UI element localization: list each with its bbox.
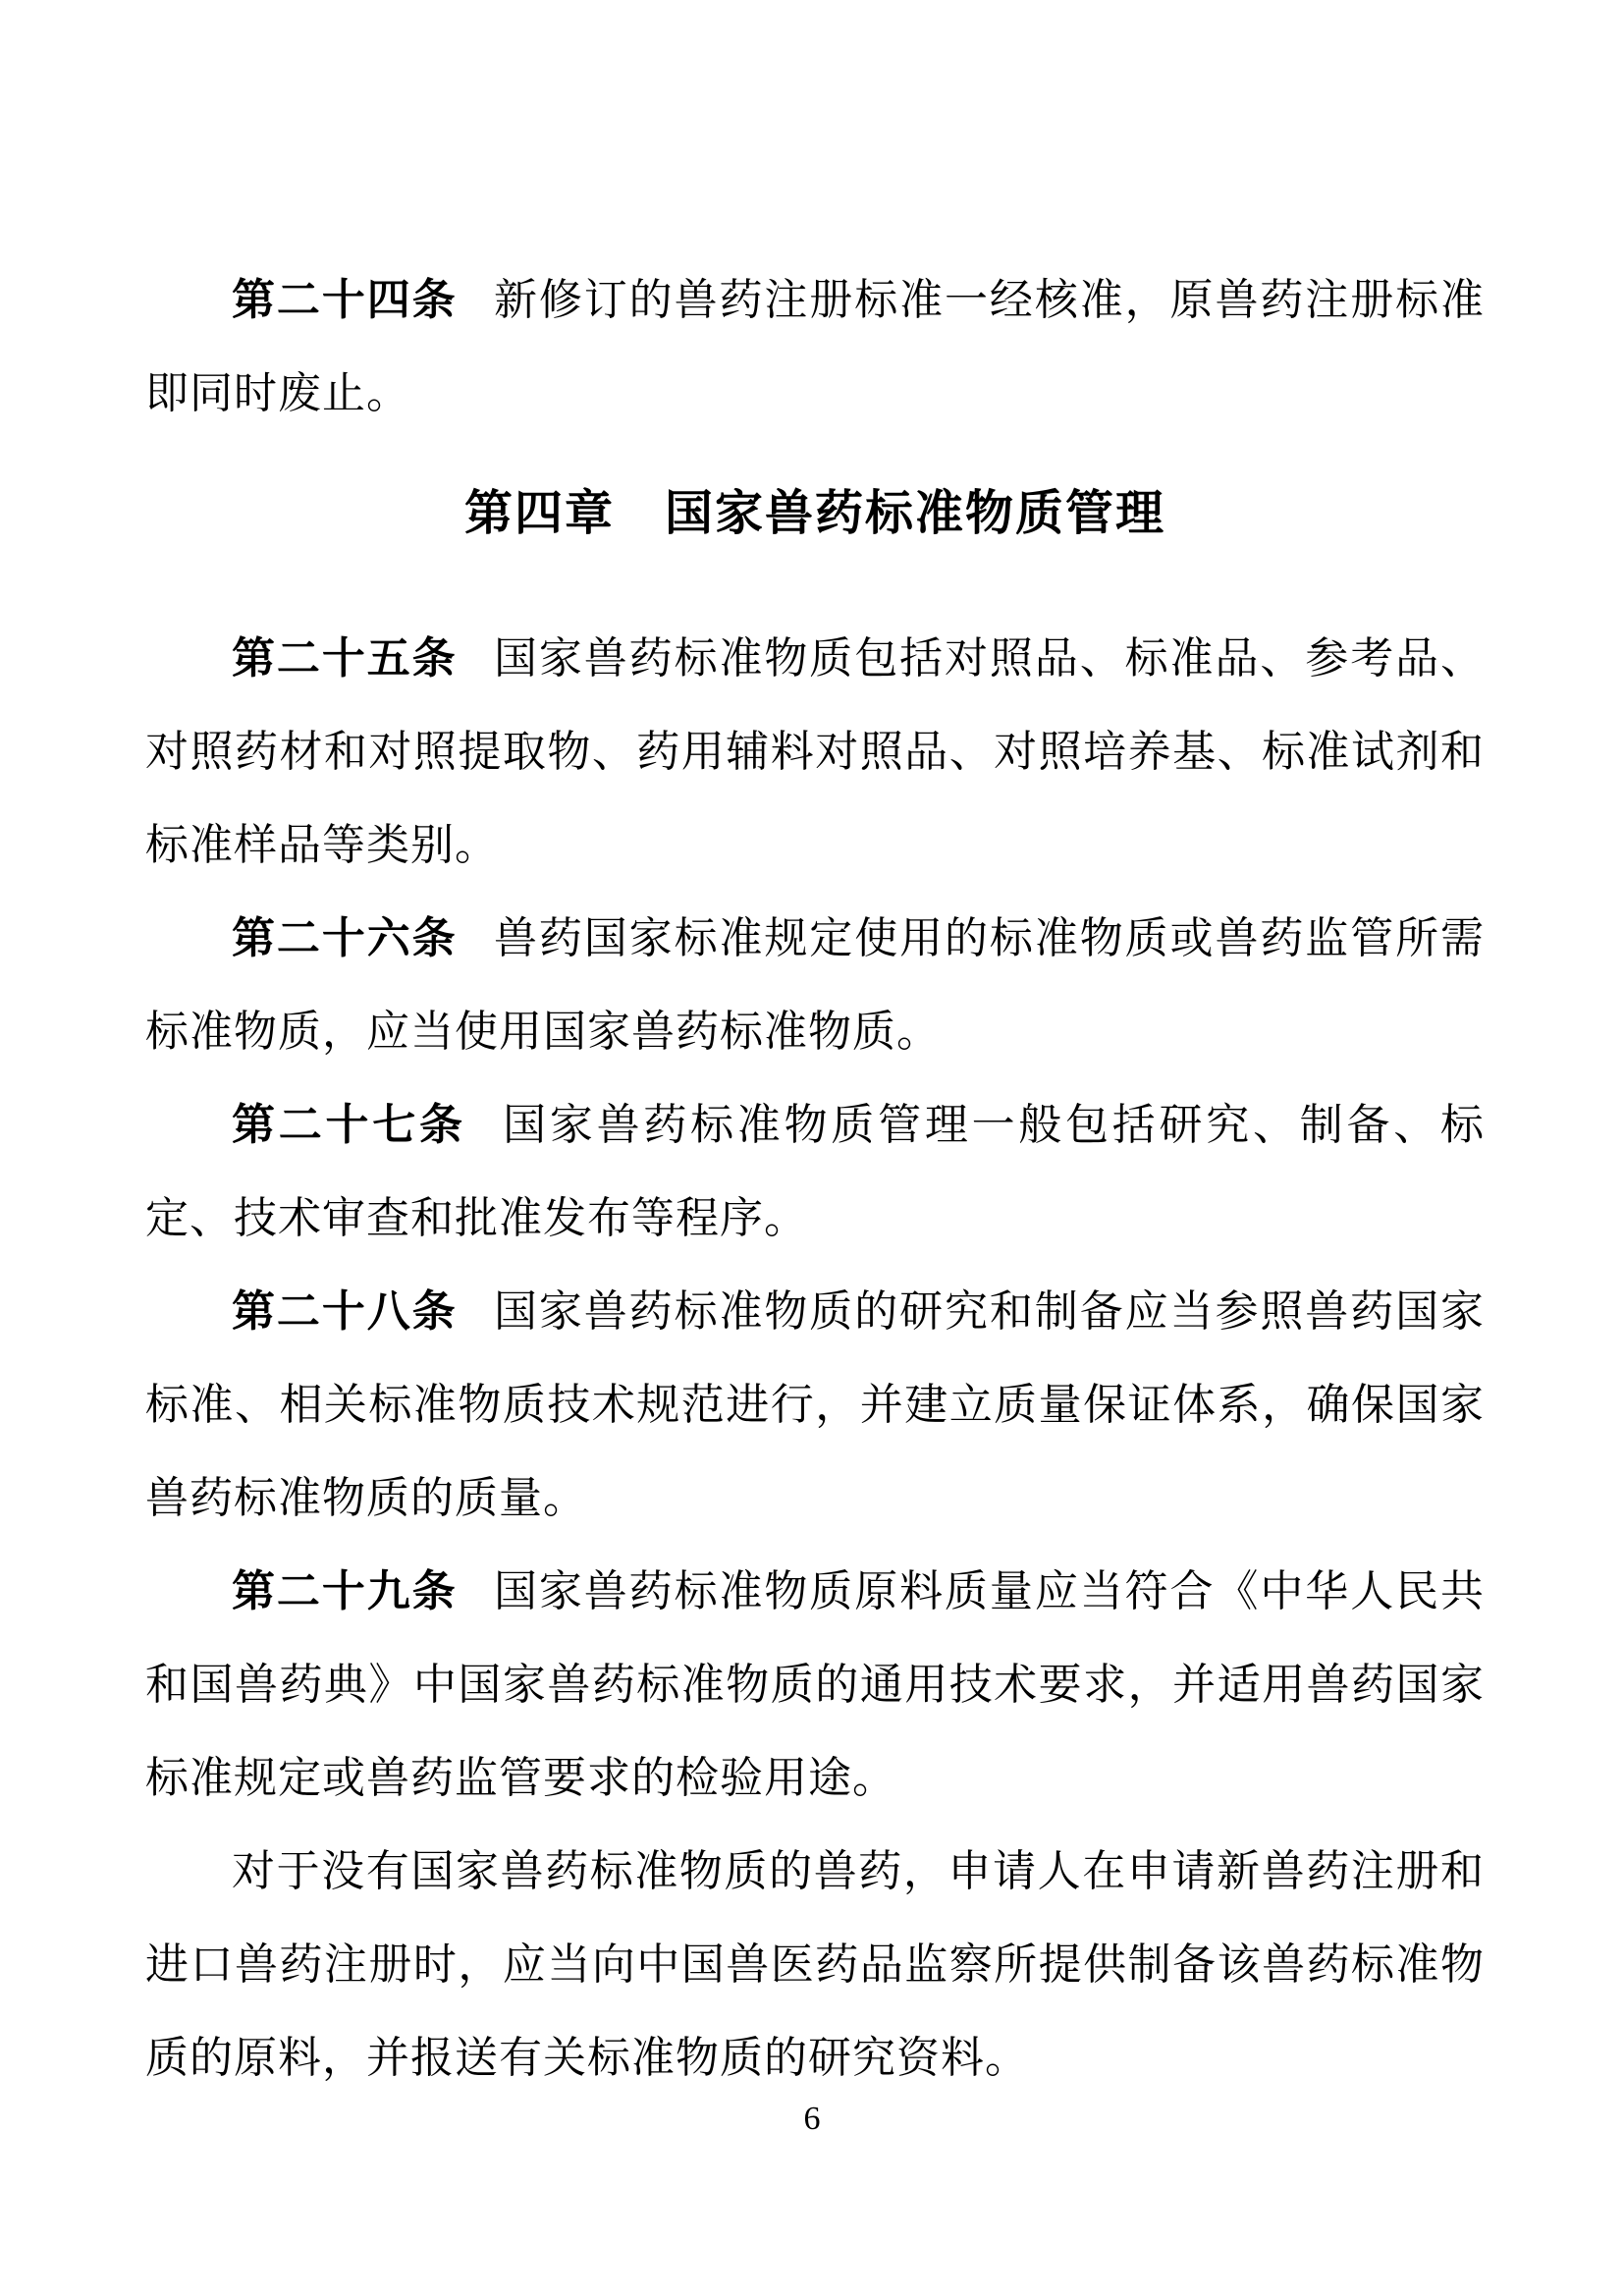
article-29-number: 第二十九条 bbox=[232, 1567, 458, 1615]
article-26-text: 兽药国家标准规定使用的标准物质或兽药监管所需标准物质，应当使用国家兽药标准物质。 bbox=[145, 914, 1486, 1056]
article-27-number: 第二十七条 bbox=[232, 1101, 466, 1149]
chapter-4-heading: 第四章 国家兽药标准物质管理 bbox=[463, 487, 1165, 540]
article-27-text: 国家兽药标准物质管理一般包括研究、制备、标定、技术审查和批准发布等程序。 bbox=[145, 1101, 1486, 1242]
article-29-paragraph bbox=[145, 1545, 1485, 1825]
article-26-number: 第二十六条 bbox=[232, 914, 458, 962]
article-25-text: 国家兽药标准物质包括对照品、标准品、参考品、对照药材和对照提取物、药用辅料对照品、对照培养基、标准试剂和标准样品等类别。 bbox=[145, 634, 1486, 869]
article-28-text: 国家兽药标准物质的研究和制备应当参照兽药国家标准、相关标准物质技术规范进行，并建立质量保证体系，确保国家兽药标准物质的质量。 bbox=[145, 1287, 1486, 1522]
page-number: 6 bbox=[803, 2101, 821, 2137]
article-28-paragraph bbox=[145, 1265, 1485, 1545]
article-25-paragraph bbox=[145, 612, 1485, 892]
article-25-number: 第二十五条 bbox=[232, 634, 458, 683]
article-26-paragraph bbox=[145, 892, 1485, 1078]
article-24-text: 新修订的兽药注册标准一经核准，原兽药注册标准即同时废止。 bbox=[145, 276, 1486, 417]
article-28-number: 第二十八条 bbox=[232, 1287, 458, 1336]
document-body bbox=[145, 253, 1485, 2105]
article-29-paragraph-2: 对于没有国家兽药标准物质的兽药，申请人在申请新兽药注册和进口兽药注册时，应当向中国兽医药品监察所提供制备该兽药标准物质的原料，并报送有关标准物质的研究资料。 bbox=[145, 1847, 1485, 2082]
article-24-paragraph bbox=[145, 253, 1485, 440]
article-29-text: 国家兽药标准物质原料质量应当符合《中华人民共和国兽药典》中国家兽药标准物质的通用技术要求，并适用兽药国家标准规定或兽药监管要求的检验用途。 bbox=[145, 1567, 1486, 1802]
article-24-number: 第二十四条 bbox=[232, 276, 458, 324]
article-27-paragraph bbox=[145, 1078, 1485, 1265]
